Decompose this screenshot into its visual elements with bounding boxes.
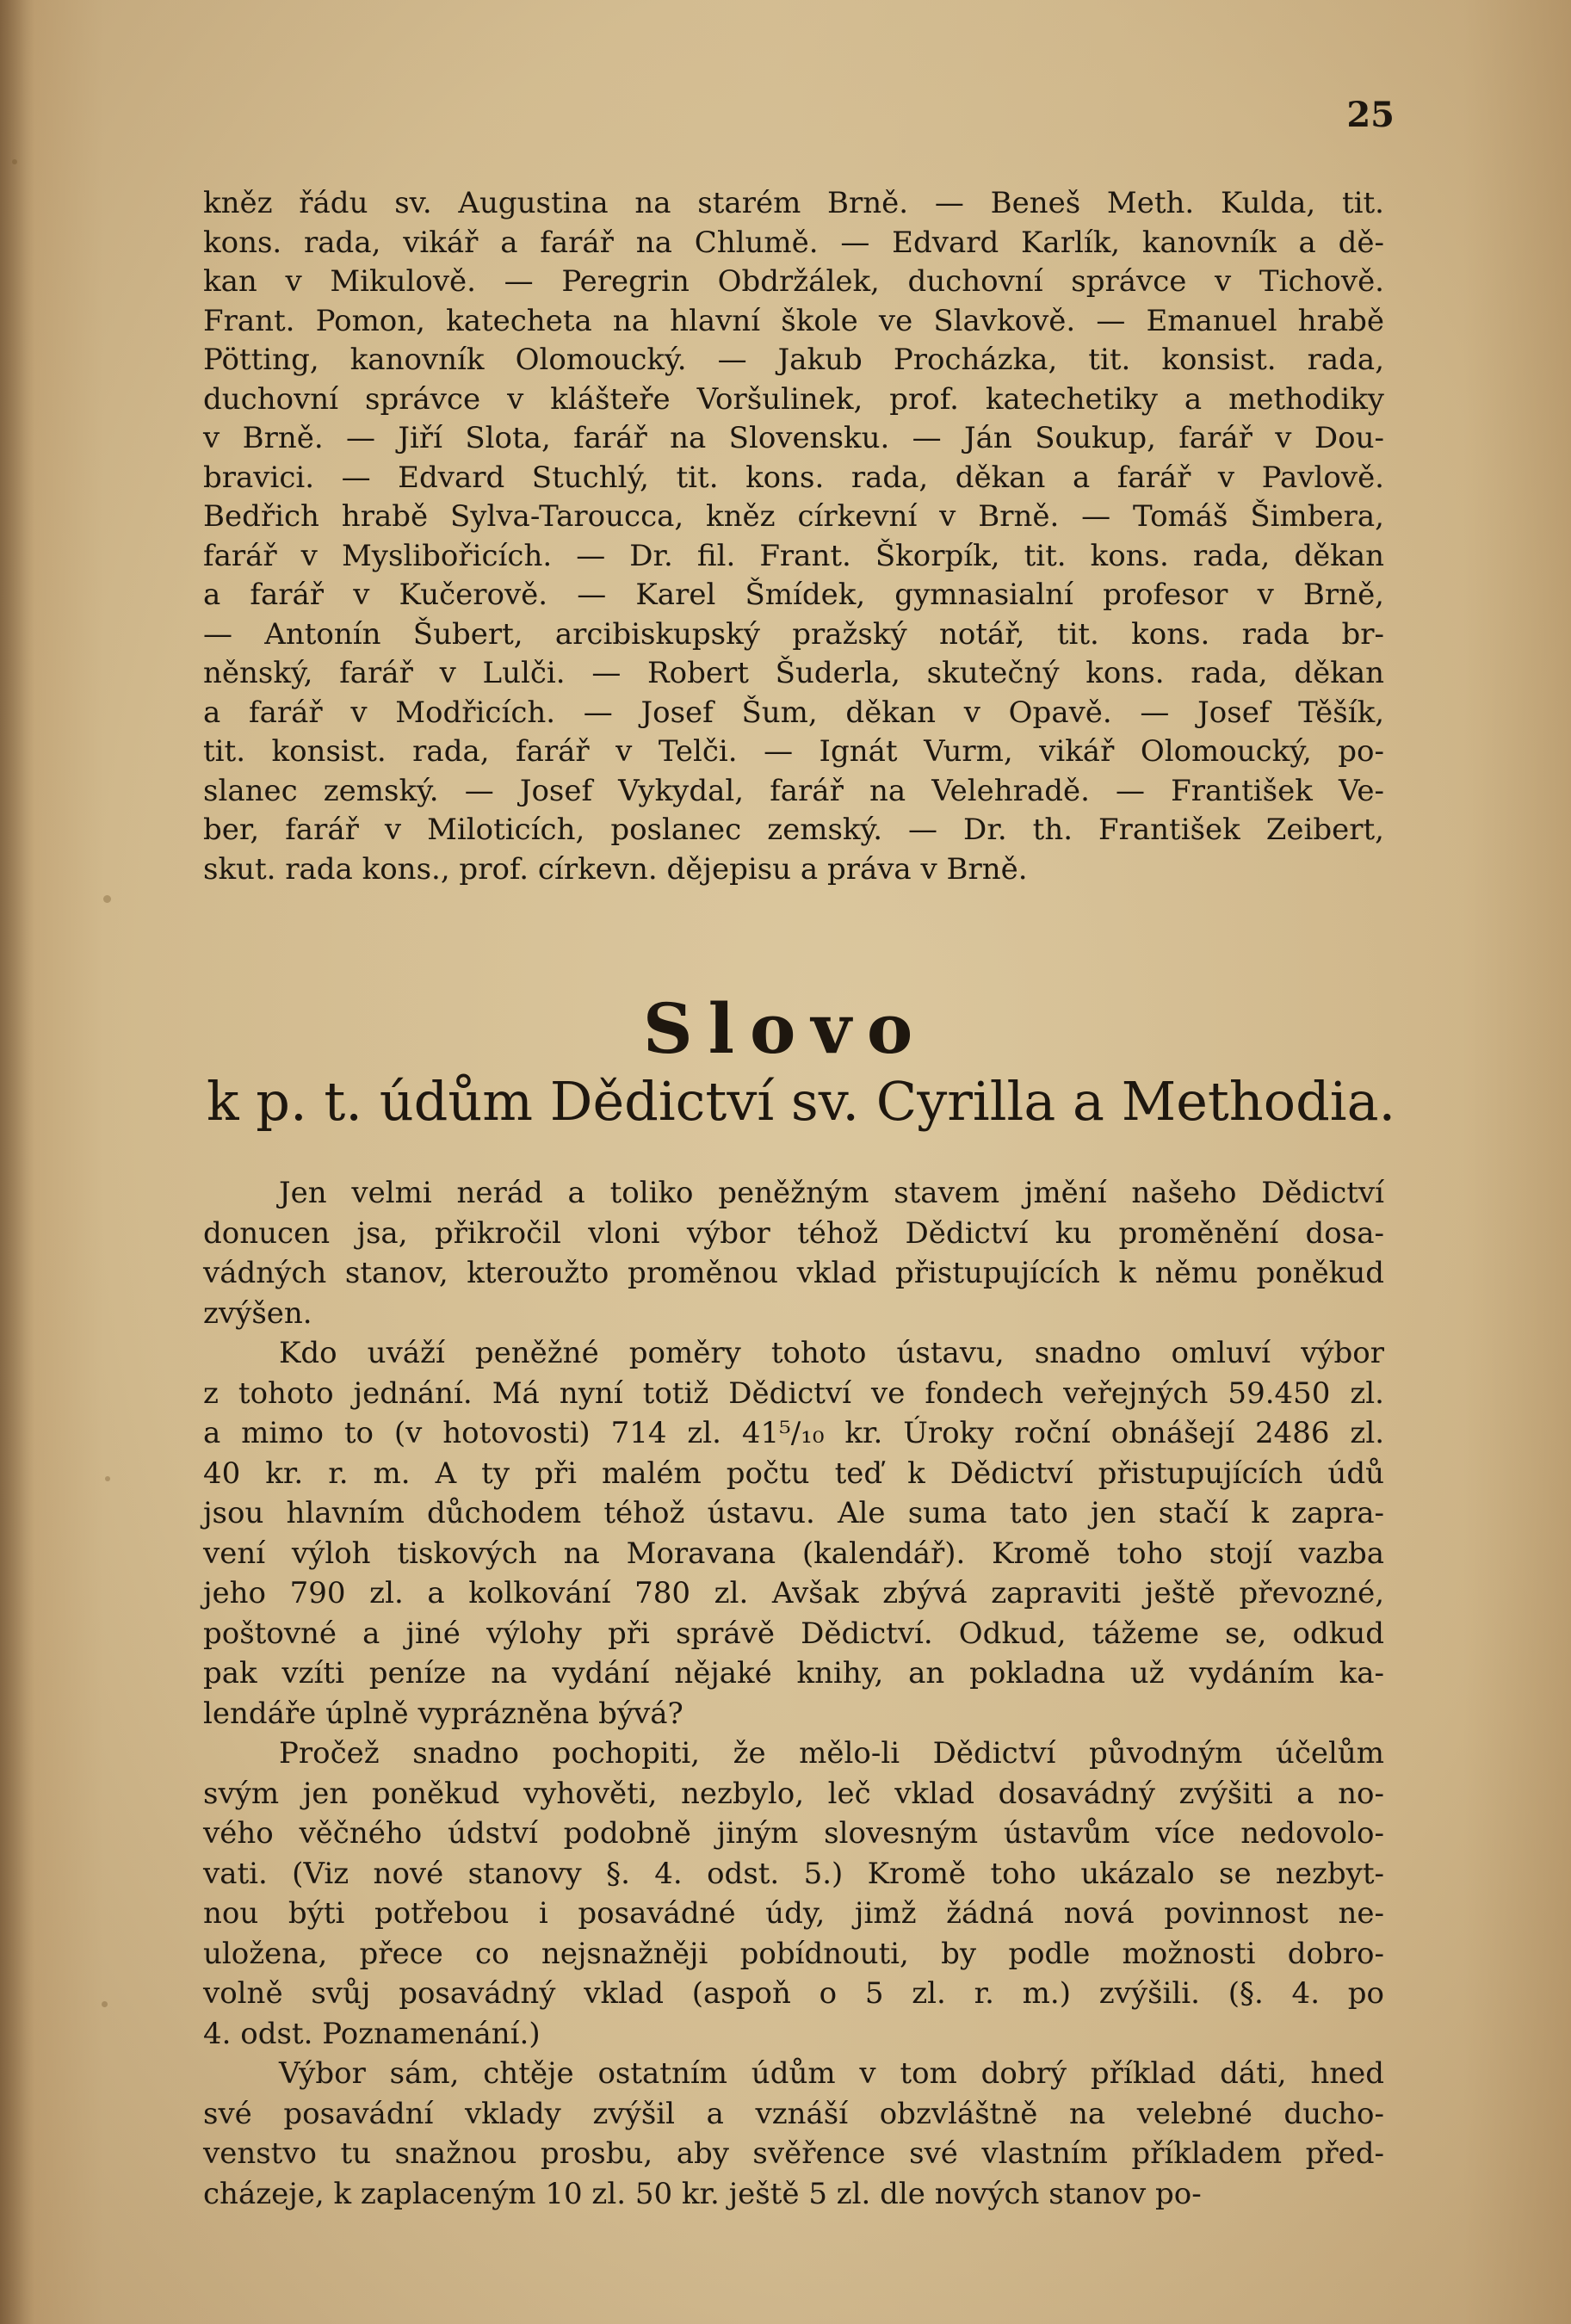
ink-speck (105, 1476, 110, 1481)
ink-speck (12, 159, 17, 164)
page-number: 25 (1346, 95, 1395, 135)
text-line: cházeje, k zaplaceným 10 zl. 50 kr. ještě 5 zl. dle nových stanov po- (203, 2176, 1202, 2211)
text-line: a farář v Modřicích. — Josef Šum, děkan v Opavě. — Josef Těšík, (203, 695, 1384, 730)
paragraph (203, 2054, 1384, 2214)
text-line: jsou hlavním důchodem téhož ústavu. Ale suma tato jen stačí k zapra- (203, 1496, 1384, 1530)
text-line: venstvo tu snažnou prosbu, aby svěřence své vlastním příkladem před- (203, 2136, 1384, 2171)
text-line: a mimo to (v hotovosti) 714 zl. 41⁵/₁₀ kr. Úroky roční obnášejí 2486 zl. (203, 1416, 1384, 1450)
text-line: Jen velmi nerád a toliko peněžným stavem jmění našeho Dědictví (279, 1176, 1384, 1210)
paragraph (203, 1173, 1384, 1333)
text-line: Pročež snadno pochopiti, že mělo-li Dědictví původným účelům (279, 1736, 1384, 1771)
text-line: duchovní správce v klášteře Voršulinek, prof. katechetiky a methodiky (203, 381, 1384, 417)
text-line: zvýšen. (203, 1295, 312, 1331)
text-line: vení výloh tiskových na Moravana (kalendář). Kromě toho stojí vazba (203, 1536, 1384, 1571)
text-line: tit. konsist. rada, farář v Telči. — Ignát Vurm, vikář Olomoucký, po- (203, 734, 1384, 769)
text-line: vati. (Viz nové stanovy §. 4. odst. 5.) Kromě toho ukázalo se nezbyt- (203, 1856, 1384, 1891)
text-line: farář v Myslibořicích. — Dr. fil. Frant. Škorpík, tit. kons. rada, děkan (203, 538, 1384, 573)
text-line: skut. rada kons., prof. církevn. dějepisu a práva v Brně. (203, 851, 1028, 887)
member-list-paragraph (203, 184, 1384, 889)
text-line: své posavádní vklady zvýšil a vznáší obzvláštně na velebné ducho- (203, 2096, 1384, 2131)
appeal-body (203, 1173, 1384, 2214)
section-subtitle: k p. t. údům Dědictví sv. Cyrilla a Methodia. (207, 1070, 1396, 1133)
text-line: bravici. — Edvard Stuchlý, tit. kons. rada, děkan a farář v Pavlově. (203, 460, 1384, 495)
text-line: Kdo uváží peněžné poměry tohoto ústavu, snadno omluví výbor (279, 1336, 1384, 1370)
text-line: a farář v Kučerově. — Karel Šmídek, gymnasialní profesor v Brně, (203, 578, 1384, 612)
text-line: Výbor sám, chtěje ostatním údům v tom dobrý příklad dáti, hned (279, 2056, 1384, 2091)
page-edge-shadow (0, 0, 34, 2324)
text-line: Bedřich hrabě Sylva-Taroucca, kněz církevní v Brně. — Tomáš Šimbera, (203, 499, 1384, 534)
text-line: kons. rada, vikář a farář na Chlumě. — Edvard Karlík, kanovník a dě- (203, 225, 1384, 260)
text-line: Pötting, kanovník Olomoucký. — Jakub Procházka, tit. konsist. rada, (203, 343, 1384, 377)
text-line: kan v Mikulově. — Peregrin Obdržálek, duchovní správce v Tichově. (203, 264, 1384, 299)
text-line: něnský, farář v Lulči. — Robert Šuderla, skutečný kons. rada, děkan (203, 656, 1384, 690)
text-line: donucen jsa, přikročil vloni výbor téhož Dědictví ku proměnění dosa- (203, 1215, 1384, 1251)
text-line: jeho 790 zl. a kolkování 780 zl. Avšak zbývá zapraviti ještě převozné, (203, 1576, 1384, 1610)
text-line: slanec zemský. — Josef Vykydal, farář na Velehradě. — František Ve- (203, 773, 1384, 808)
text-line: v Brně. — Jiří Slota, farář na Slovensku. — Ján Soukup, farář v Dou- (203, 421, 1384, 455)
section-title: Slovo (642, 988, 929, 1069)
text-line: nou býti potřebou i posavádné údy, jimž žádná nová povinnost ne- (203, 1896, 1384, 1931)
text-line: volně svůj posavádný vklad (aspoň o 5 zl. r. m.) zvýšili. (§. 4. po (203, 1976, 1384, 2011)
text-line: svým jen poněkud vyhověti, nezbylo, leč vklad dosavádný zvýšiti a no- (203, 1776, 1384, 1811)
text-line: uložena, přece co nejsnažněji pobídnouti, by podle možnosti dobro- (203, 1936, 1384, 1971)
text-line: poštovné a jiné výlohy při správě Dědictví. Odkud, tážeme se, odkud (203, 1616, 1384, 1651)
text-line: Frant. Pomon, katecheta na hlavní škole ve Slavkově. — Emanuel hrabě (203, 303, 1384, 338)
text-line: z tohoto jednání. Má nyní totiž Dědictví ve fondech veřejných 59.450 zl. (203, 1375, 1384, 1411)
ink-speck (103, 895, 111, 903)
paragraph (203, 1333, 1384, 1734)
text-line: vádných stanov, kteroužto proměnou vklad přistupujících k němu poněkud (203, 1256, 1384, 1290)
ink-speck (102, 2001, 108, 2007)
text-line: 40 kr. r. m. A ty při malém počtu teď k Dědictví přistupujících údů (203, 1456, 1384, 1491)
text-line: ber, farář v Miloticích, poslanec zemský. — Dr. th. František Zeibert, (203, 813, 1384, 847)
text-line: 4. odst. Poznamenání.) (203, 2016, 541, 2051)
paragraph (203, 1734, 1384, 2054)
text-line: lendáře úplně vyprázněna bývá? (203, 1696, 683, 1731)
text-line: — Antonín Šubert, arcibiskupský pražský notář, tit. kons. rada br- (203, 616, 1384, 652)
text-line: pak vzíti peníze na vydání nějaké knihy, an pokladna už vydáním ka- (203, 1656, 1384, 1690)
text-line: vého věčného údství podobně jiným slovesným ústavům více nedovolo- (203, 1816, 1384, 1851)
text-line: kněz řádu sv. Augustina na starém Brně. — Beneš Meth. Kulda, tit. (203, 186, 1384, 220)
